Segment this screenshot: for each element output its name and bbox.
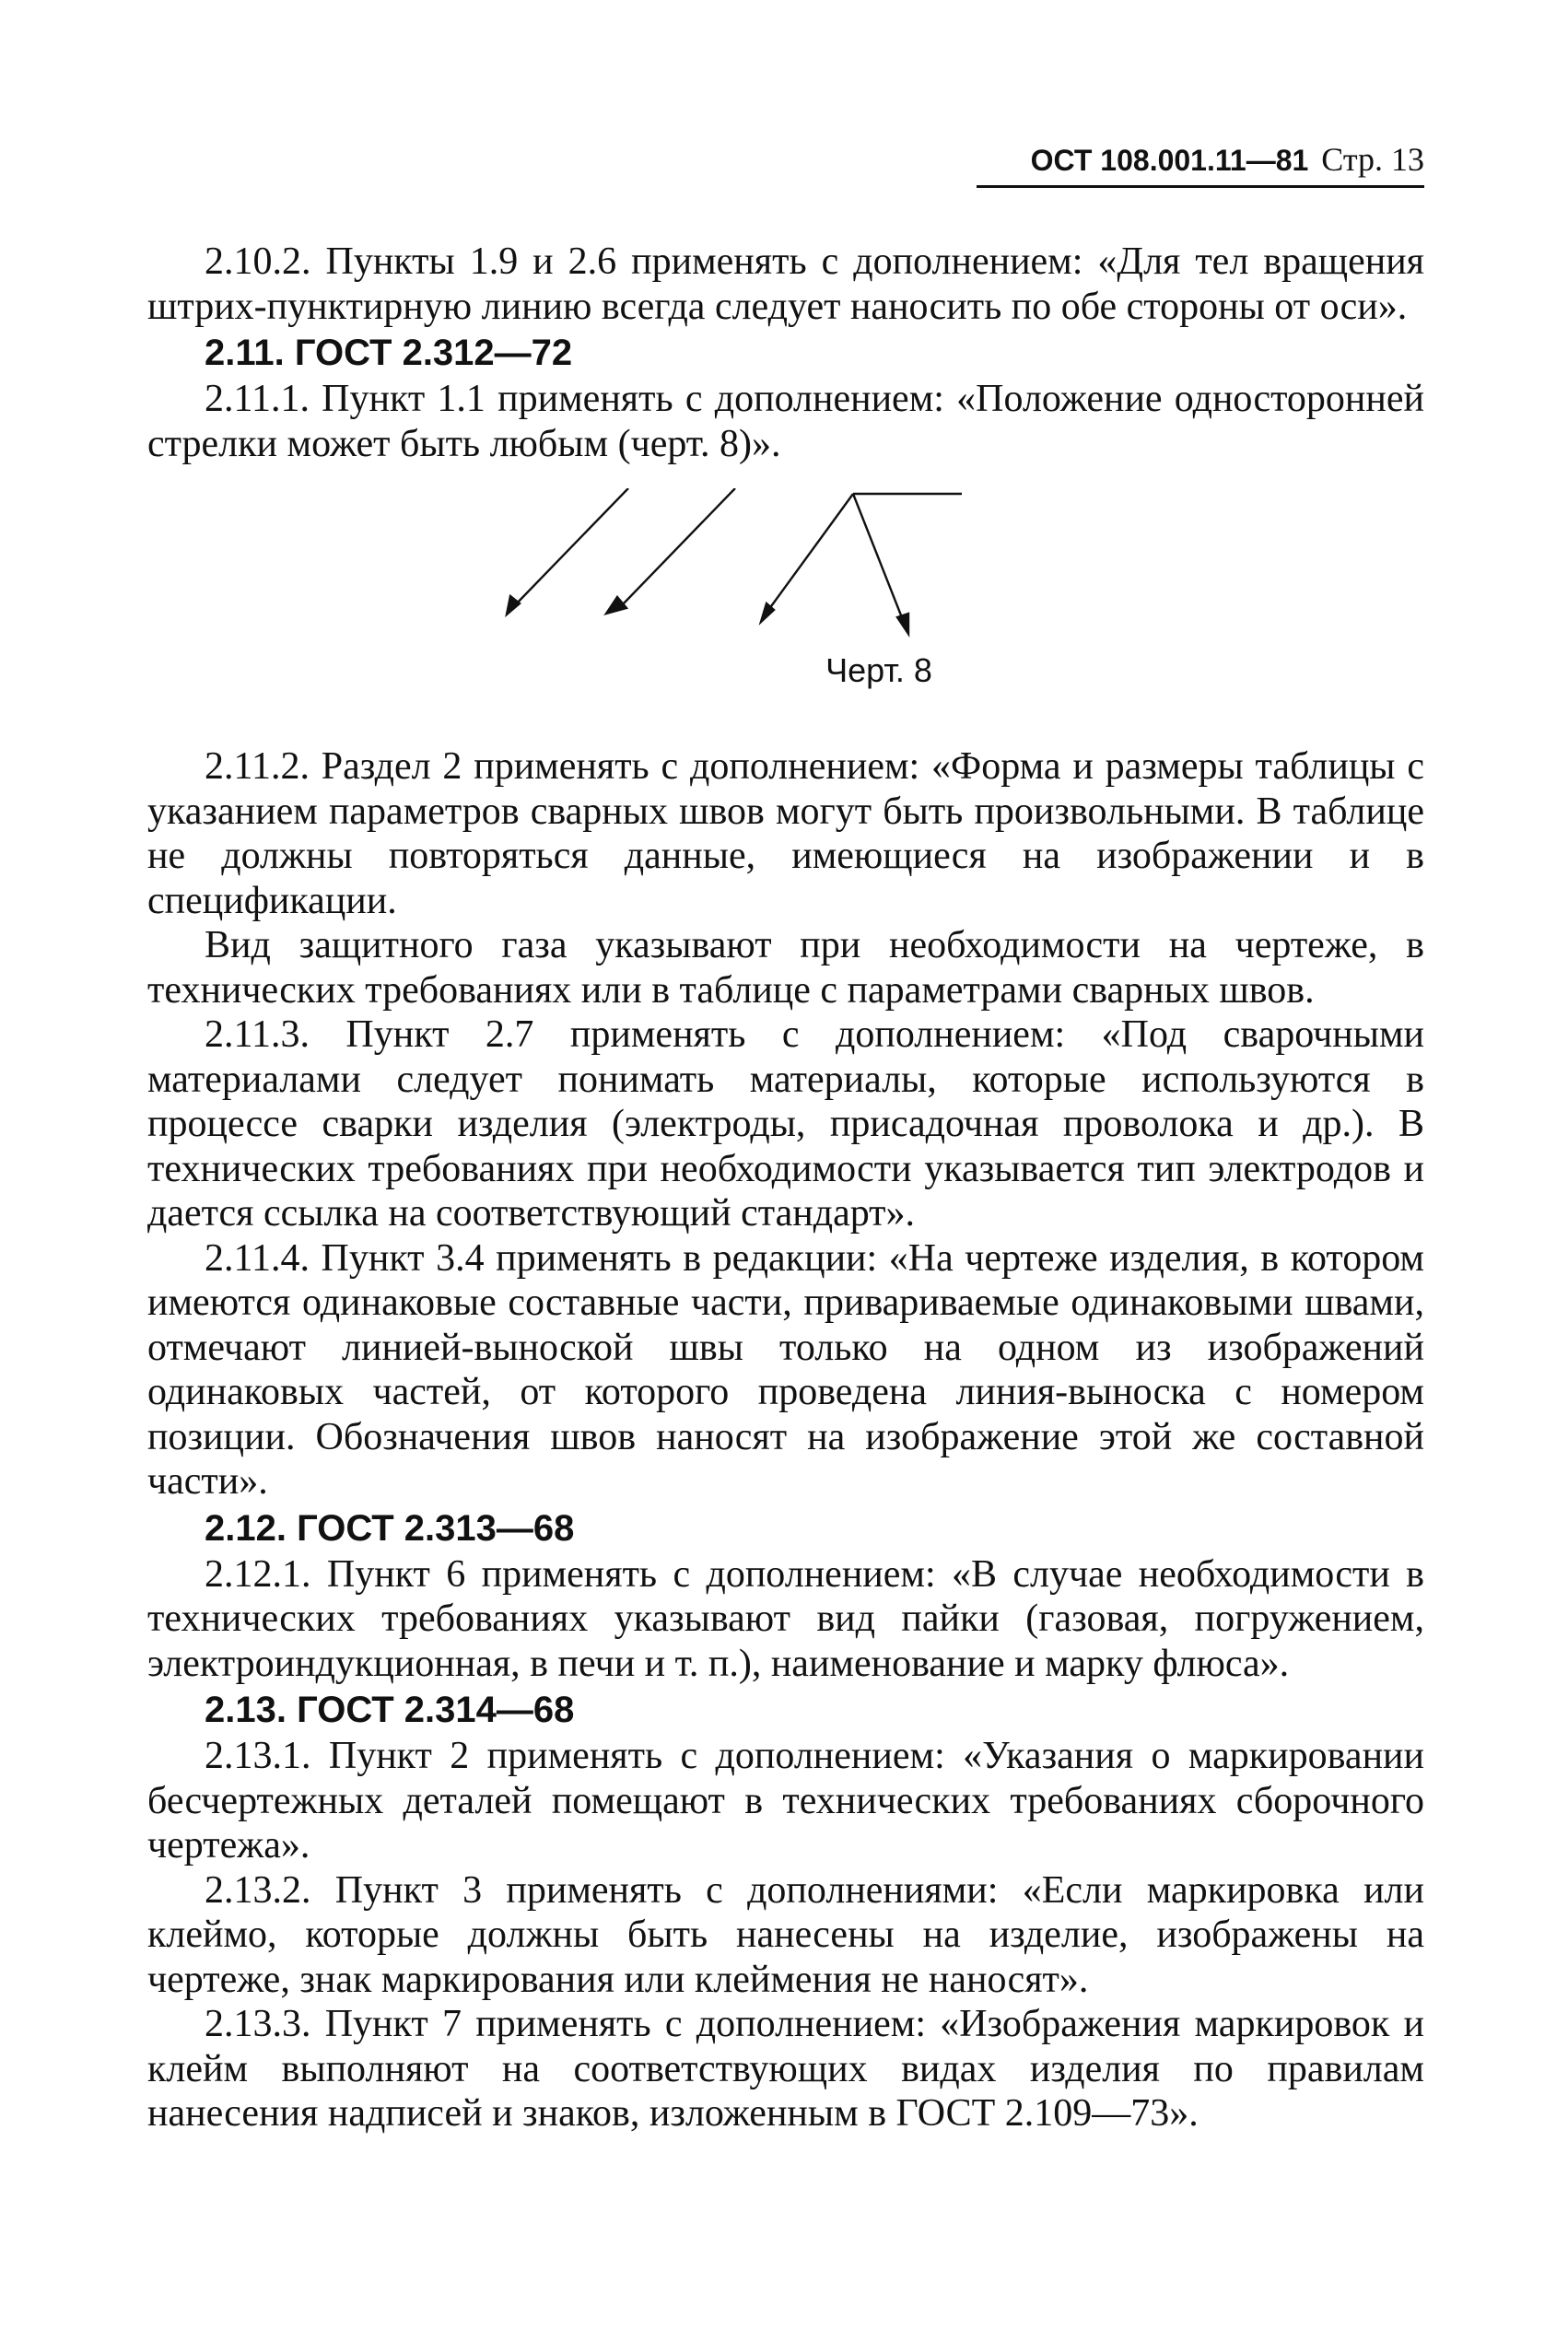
arrow-head-4-icon bbox=[897, 614, 908, 634]
arrow-line-4 bbox=[853, 494, 905, 625]
paragraph-gas: Вид защитного газа указывают при необходимости на чертеже, в технических требованиях или в таблице с параметрами сварных швов. bbox=[147, 924, 1424, 1012]
paragraph-2-11-4: 2.11.4. Пункт 3.4 применять в редакции: «На чертеже изделия, в котором имеются одинаковые составные части, привариваемые одинаковыми швами, отмечают линией-выноской швы только на одном из изображений одинаковых частей, от которого проведена линия-выноска с номером позиции. Обозначения швов наносят на изображение этой же составной части». bbox=[147, 1236, 1424, 1503]
heading-2-12: 2.12. ГОСТ 2.313—68 bbox=[205, 1507, 575, 1549]
arrow-line-2 bbox=[623, 488, 735, 604]
arrow-head-2-icon bbox=[606, 597, 626, 614]
paragraph-2-12-1: 2.12.1. Пункт 6 применять с дополнением: «В случае необходимости в технических требованиях указывают вид пайки (газовая, погружением, электроиндукционная, в печи и т. п.), наименование и марку флюса». bbox=[147, 1552, 1424, 1685]
arrow-line-3 bbox=[766, 494, 853, 613]
page-header bbox=[977, 140, 1424, 179]
arrows-drawing bbox=[499, 488, 1199, 645]
heading-2-13: 2.13. ГОСТ 2.314—68 bbox=[205, 1690, 575, 1730]
page-number: Стр. 13 bbox=[1321, 141, 1424, 178]
arrow-head-1-icon bbox=[507, 596, 520, 614]
paragraph-2-13-3: 2.13.3. Пункт 7 применять с дополнением: «Изображения маркировок и клейм выполняют на соответствующих видах изделия по правилам нанесения надписей и знаков, изложенным в ГОСТ 2.109—73». bbox=[147, 2003, 1424, 2135]
paragraph-2-11-2: 2.11.2. Раздел 2 применять с дополнением: «Форма и размеры таблицы с указанием параметров сварных швов могут быть произвольными. В таблице не должны повторяться данные, имеющиеся на изображении и в спецификации. bbox=[147, 745, 1424, 922]
figure-caption: Черт. 8 bbox=[825, 651, 932, 689]
document-code: ОСТ 108.001.11—81 bbox=[1030, 144, 1309, 177]
arrow-line-1 bbox=[512, 488, 628, 608]
figure-8 bbox=[147, 466, 1424, 744]
paragraph-2-11-3: 2.11.3. Пункт 2.7 применять с дополнением: «Под сварочными материалами следует понимать материалы, которые используются в процессе сварки изделия (электроды, присадочная проволока и др.). В технических требованиях при необходимости указывается тип электродов и дается ссылка на соответствующий стандарт». bbox=[147, 1013, 1424, 1235]
paragraph-2-10-2: 2.10.2. Пункты 1.9 и 2.6 применять с дополнением: «Для тел вращения штрих-пунктирную линию всегда следует наносить по обе стороны от оси». bbox=[147, 240, 1424, 328]
document-body bbox=[147, 240, 1424, 2136]
header-rule bbox=[977, 185, 1424, 188]
paragraph-2-13-2: 2.13.2. Пункт 3 применять с дополнениями: «Если маркировка или клеймо, которые должны быть нанесены на изделие, изображены на чертеже, знак маркирования или клеймения не наносят». bbox=[147, 1868, 1424, 2001]
paragraph-2-13-1: 2.13.1. Пункт 2 применять с дополнением: «Указания о маркировании бесчертежных деталей помещают в технических требованиях сборочного чертежа». bbox=[147, 1735, 1424, 1867]
heading-2-11: 2.11. ГОСТ 2.312—72 bbox=[205, 333, 573, 373]
paragraph-2-11-1: 2.11.1. Пункт 1.1 применять с дополнением: «Положение односторонней стрелки может быть любым (черт. 8)». bbox=[147, 378, 1424, 465]
